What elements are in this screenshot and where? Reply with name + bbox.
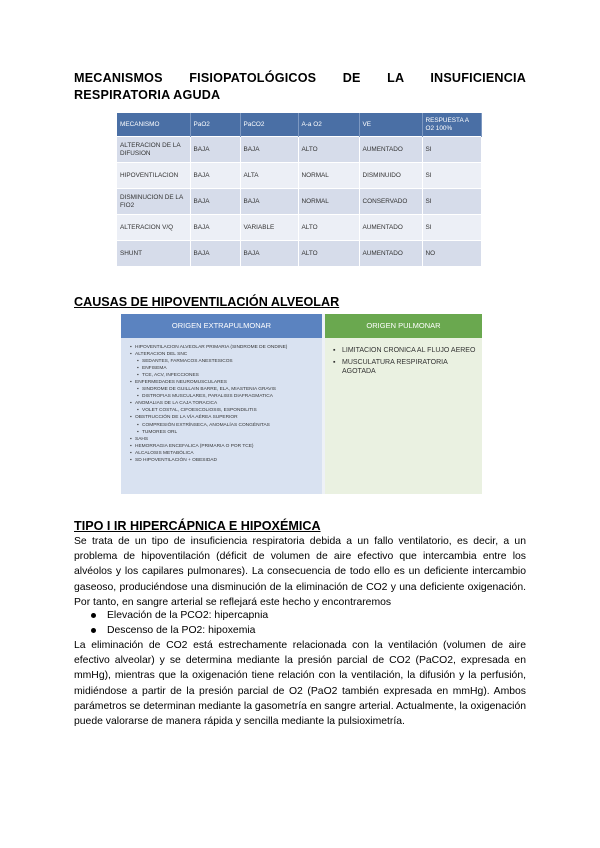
- table-cell: ALTO: [298, 137, 359, 163]
- table-cell: AUMENTADO: [359, 137, 422, 163]
- table-cell: BAJA: [240, 189, 298, 215]
- list-item: ▪ HIPOVENTILACION ALVEOLAR PRIMARIA (SINDROME DE ONDINE): [130, 344, 322, 351]
- table-row: [117, 189, 481, 215]
- table-cell: BAJA: [190, 215, 240, 241]
- list-item: ▪ ANOMALIAS DE LA CAJA TORACICA: [130, 400, 322, 407]
- table-cell: AUMENTADO: [359, 215, 422, 241]
- table-cell: SI: [422, 215, 481, 241]
- list-item: Descenso de la PO2: hipoxemia: [74, 623, 526, 638]
- causes-heading: CAUSAS DE HIPOVENTILACIÓN ALVEOLAR: [74, 295, 340, 309]
- table-cell: ALTERACION DE LA DIFUSION: [117, 137, 190, 163]
- sub-list-item: ▪ SINDROME DE GUILLAIN BARRE, ELA, MIASTENIA GRAVIS: [130, 386, 322, 393]
- table-cell: AUMENTADO: [359, 241, 422, 267]
- table-cell: ALTERACION V/Q: [117, 215, 190, 241]
- table-row: [117, 241, 481, 267]
- table-header-cell: VE: [359, 113, 422, 137]
- sub-list-item: ▪ DISTROFIAS MUSCULARES, PARALISIS DIAFRAGMATICA: [130, 393, 322, 400]
- bullet-list: [74, 608, 526, 638]
- table-cell: VARIABLE: [240, 215, 298, 241]
- list-item: ▪ ENFERMEDADES NEUROMUSCULARES: [130, 379, 322, 386]
- sub-list-item: ▪ SEDANTES, FARMACOS ANESTESICOS: [130, 358, 322, 365]
- page-title: MECANISMOS FISIOPATOLÓGICOS DE LA INSUFICIENCIA RESPIRATORIA AGUDA: [74, 71, 526, 102]
- table-cell: BAJA: [190, 137, 240, 163]
- table-cell: SHUNT: [117, 241, 190, 267]
- mechanisms-table: [117, 113, 482, 266]
- causes-diagram: [121, 314, 482, 494]
- list-item: ▪ LIMITACION CRONICA AL FLUJO AEREO: [333, 346, 482, 356]
- sub-list-item: ▪ VOLET COSTAL, CIFOESCOLIOSIS, ESPONDILITIS: [130, 407, 322, 414]
- list-item: ▪ SD HIPOVENTILACIÓN + OBESIDAD: [130, 457, 322, 464]
- table-cell: SI: [422, 189, 481, 215]
- table-cell: HIPOVENTILACION: [117, 163, 190, 189]
- table-header-row: [117, 113, 481, 137]
- table-row: [117, 215, 481, 241]
- list-item: ▪ ALTERACION DEL SNC: [130, 351, 322, 358]
- pulmonary-column: [325, 314, 482, 494]
- table-cell: SI: [422, 163, 481, 189]
- table-cell: NO: [422, 241, 481, 267]
- table-row: [117, 137, 481, 163]
- list-item: ▪ HEMORRAGIA ENCEFALICA (PRIMARIA O POR TCE): [130, 443, 322, 450]
- sub-list-item: ▪ TUMORES ORL: [130, 429, 322, 436]
- table-cell: ALTO: [298, 215, 359, 241]
- table-header-cell: PaCO2: [240, 113, 298, 137]
- table-header-cell: MECANISMO: [117, 113, 190, 137]
- table-cell: ALTA: [240, 163, 298, 189]
- sub-list-item: ▪ TCE, ACV, INFECCIONES: [130, 372, 322, 379]
- list-item: ▪ OBSTRUCCIÓN DE LA VÍA AÉREA SUPERIOR: [130, 414, 322, 421]
- section-heading: TIPO I IR HIPERCÁPNICA E HIPOXÉMICA: [74, 519, 321, 533]
- table-cell: BAJA: [240, 137, 298, 163]
- table-cell: BAJA: [190, 241, 240, 267]
- table-cell: DISMINUCION DE LA FIO2: [117, 189, 190, 215]
- table-header-cell: RESPUESTA A O2 100%: [422, 113, 481, 137]
- table-cell: NORMAL: [298, 163, 359, 189]
- table-cell: BAJA: [240, 241, 298, 267]
- list-item: ▪ SAHS: [130, 436, 322, 443]
- table-cell: ALTO: [298, 241, 359, 267]
- extrapulmonary-list: [121, 344, 322, 464]
- table-cell: SI: [422, 137, 481, 163]
- paragraph: Se trata de un tipo de insuficiencia respiratoria debida a un fallo ventilatorio, es decir, a un problema de hipoventilación (déficit de volumen de aire efectivo que intercambia entre los alvéolos y los capilares pulmonares). La consecuencia de todo ello es un deficiente intercambio gaseoso, produciéndose una disminución de la eliminación de CO2 y una deficiente oxigenación. Por tanto, en sangre arterial se reflejará este hecho y encontraremos: [74, 536, 526, 608]
- extrapulmonary-column: [121, 314, 322, 494]
- table-cell: NORMAL: [298, 189, 359, 215]
- extrapulmonary-header: ORIGEN EXTRAPULMONAR: [121, 314, 322, 338]
- pulmonary-header: ORIGEN PULMONAR: [325, 314, 482, 338]
- list-item: ▪ MUSCULATURA RESPIRATORIA AGOTADA: [333, 358, 482, 377]
- list-item: ▪ ALCALOSIS METABÓLICA: [130, 450, 322, 457]
- table-header-cell: A-a O2: [298, 113, 359, 137]
- sub-list-item: ▪ COMPRESIÓN EXTRÍNSECA, ANOMALÍAS CONGÉNITAS: [130, 422, 322, 429]
- paragraph: La eliminación de CO2 está estrechamente relacionada con la ventilación (volumen de aire efectivo alveolar) y se determina mediante la presión parcial de CO2 (PaCO2, expresada en mmHg), mientras que la oxigenación tiene relación con la ventilación, la difusión y la perfusión, midiéndose a partir de la presión parcial de O2 (PaO2 también expresada en mmHg). Ambos parámetros se determinan mediante la gasometría en sangre arterial. Actualmente, la oxigenación puede valorarse de manera rápida y sencilla mediante la pulsioximetría.: [74, 640, 526, 728]
- table-cell: BAJA: [190, 189, 240, 215]
- pulmonary-list: [325, 346, 482, 377]
- sub-list-item: ▪ ENFISEMA: [130, 365, 322, 372]
- list-item: Elevación de la PCO2: hipercapnia: [74, 608, 526, 623]
- table-header-cell: PaO2: [190, 113, 240, 137]
- table-cell: DISMINUIDO: [359, 163, 422, 189]
- table-row: [117, 163, 481, 189]
- table-cell: CONSERVADO: [359, 189, 422, 215]
- table-cell: BAJA: [190, 163, 240, 189]
